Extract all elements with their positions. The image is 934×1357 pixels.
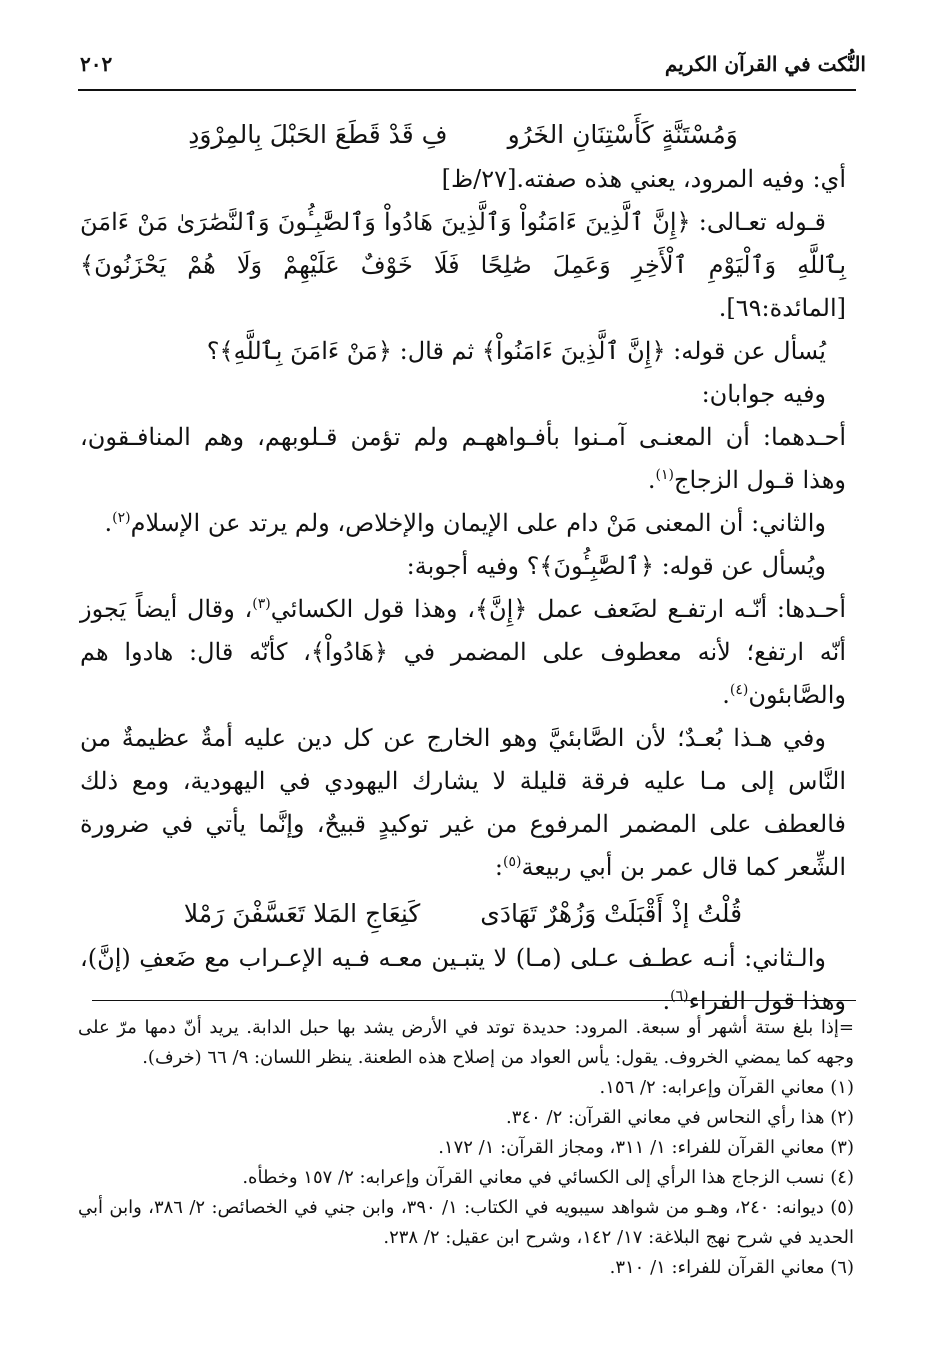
paragraph-text: أحـدهما: أن المعنـى آمـنوا بأفـواههـم ولم تؤمن قـلوبهم، وهم المنافـقون، وهذا قـول الزجاج (80, 423, 846, 494)
punctuation: . (662, 987, 671, 1015)
paragraph (80, 937, 846, 1023)
paragraph-text: أحـدها: أنّـه ارتفـع لضَعف عمل ﴿إِنَّ﴾، وهذا قول الكسائي (270, 595, 847, 623)
page-number: ٢٠٢ (80, 52, 113, 76)
footnote-ref[interactable]: (٥) (503, 854, 522, 870)
verse-second-hemistich: كَنِعَاجِ المَلا تَعَسَّفْنَ رَمْلا (183, 898, 421, 928)
paragraph (80, 717, 846, 889)
paragraph-text: والثاني: أن المعنى مَنْ دام على الإيمان والإخلاص، ولم يرتد عن الإسلام (130, 509, 826, 537)
footnote-ref[interactable]: (٣) (252, 596, 271, 612)
running-title: النُّكت في القرآن الكريم (664, 52, 866, 76)
footnote-ref[interactable]: (٢) (112, 510, 131, 526)
punctuation: . (647, 466, 656, 494)
header-rule (78, 89, 856, 91)
footnotes (78, 1013, 854, 1283)
footnote: (٤) نسب الزجاج هذا الرأي إلى الكسائي في معاني القرآن وإعرابه: ٢/ ١٥٧ وخطأه. (242, 1167, 854, 1188)
paragraph: ويُسأل عن قوله: ﴿ٱلصَّٰبِـُٔونَ﴾؟ وفيه أجوبة: (406, 552, 826, 580)
footnote-ref[interactable]: (٤) (729, 682, 749, 698)
footnote-continuation: =إذا بلغ ستة أشهر أو سبعة. المرود: حديدة توتد في الأرض يشد بها حبل الدابة. يريد أنّ دمها مرّ على وجهه كما يمضي الخروف. يقول: يأس العواد من إصلاح هذه الطعنة. ينظر اللسان: ٩/ ٦٦ (خرف). (78, 1017, 854, 1068)
verse-first-hemistich: وَمُسْتَنَّةٍ كَأَسْتِنَانِ الخَرُو (507, 119, 738, 149)
paragraph: يُسأل عن قوله: ﴿إِنَّ ٱلَّذِينَ ءَامَنُواْ﴾ ثم قال: ﴿مَنْ ءَامَنَ بِٱللَّهِ﴾؟ (206, 337, 826, 365)
poetry-verse (80, 889, 846, 937)
paragraph (80, 588, 846, 717)
footnote-ref[interactable]: (١) (655, 467, 675, 483)
footnote: (٣) معاني القرآن للفراء: ١/ ٣١١، ومجاز القرآن: ١/ ١٧٢. (438, 1137, 854, 1158)
paragraph (80, 416, 846, 502)
footnote-ref[interactable]: (٦) (670, 988, 689, 1004)
footnote: (٢) هذا رأي النحاس في معاني القرآن: ٢/ ٣٤٠. (506, 1107, 854, 1128)
paragraph-text: والـثاني: أنـه عطـف عـلى (مـا) لا يتبـين معـه فـيه الإعـراب مع ضَعفِ (إنَّ)، وهذا قول الفراء (80, 944, 846, 1015)
footnote: (٥) ديوانه: ٢٤٠، وهـو من شواهد سيبويه في الكتاب: ١/ ٣٩٠، وابن جني في الخصائص: ٢/ ٣٨٦، وابن أبي الحديد في شرح نهج البلاغة: ١٧/ ١٤٢، وشرح ابن عقيل: ٢/ ٢٣٨. (78, 1197, 854, 1248)
paragraph: وفيه جوابان: (701, 380, 826, 408)
punctuation: : (494, 853, 504, 881)
footnote: (١) معاني القرآن وإعرابه: ٢/ ١٥٦. (599, 1077, 854, 1098)
paragraph-text: وفي هـذا بُعـدٌ؛ لأن الصَّابئيَّ وهو الخارج عن كل دين عليه أمةٌ عظيمةٌ من النَّاس إلى مـا عليه فرقة قليلة لا يشارك اليهودي في اليهودية، ومع ذلك فالعطف على المضمر المرفوع من غير توكيدٍ قبيحٌ، وإنَّما يأتي في ضرورة الشِّعر كما قال عمر بن أبي ربيعة (80, 724, 846, 881)
quran-quote-paragraph: قـوله تعـالى: ﴿إِنَّ ٱلَّذِينَ ءَامَنُواْ وَٱلَّذِينَ هَادُواْ وَٱلصَّٰبِـُٔونَ وَٱلنَّصَٰرَىٰ مَنْ ءَامَنَ بِٱللَّهِ وَٱلْيَوْمِ ٱلْأَخِرِ وَعَمِلَ صَٰلِحًا فَلَا خَوْفٌ عَلَيْهِمْ وَلَا هُمْ يَحْزَنُونَ﴾ [المائدة:٦٩]. (80, 208, 846, 322)
footnote-separator (92, 1000, 856, 1001)
paragraph: أي: وفيه المرود، يعني هذه صفته.[٢٧/ظ] (441, 165, 846, 193)
verse-second-hemistich: فِ قَدْ قَطَعَ الحَبْلَ بِالمِرْوَدِ (188, 119, 448, 149)
poetry-verse (80, 110, 846, 158)
footnote: (٦) معاني القرآن للفراء: ١/ ٣١٠. (609, 1257, 854, 1278)
punctuation: . (104, 509, 113, 537)
punctuation: . (722, 681, 730, 709)
verse-first-hemistich: قُلْتُ إذْ أَقْبَلَتْ وَزُهْرٌ تَهَادَى (480, 898, 743, 928)
paragraph (80, 502, 846, 545)
main-text (80, 110, 846, 1023)
paragraph-text: ، وقال أيضاً يَجوز أنّه ارتفع؛ لأنه معطوف على المضمر في ﴿هَادُواْ﴾، كأنّه قال: هادوا هم والصَّابئون (80, 595, 846, 709)
